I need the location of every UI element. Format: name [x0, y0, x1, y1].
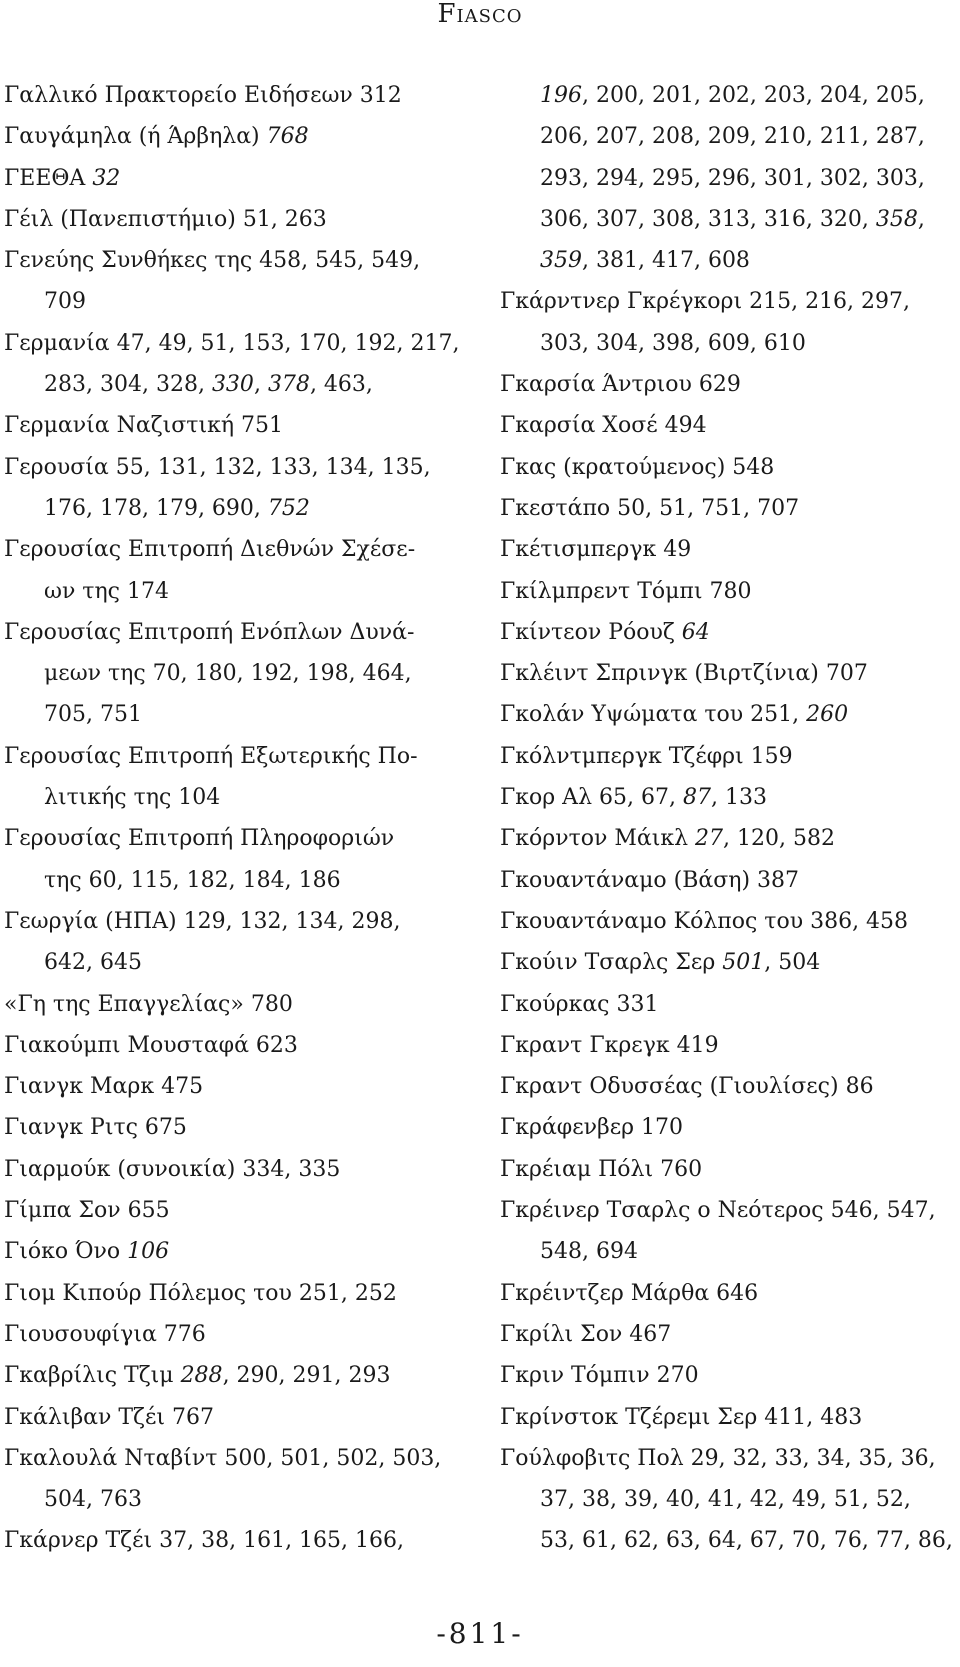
- entry-text: , 120, 582: [723, 826, 836, 852]
- index-entry: [500, 571, 920, 612]
- index-entry-continuation: [500, 158, 925, 199]
- index-entry: [500, 901, 920, 942]
- index-entry-continuation: [500, 75, 925, 116]
- entry-text: , 381, 417, 608: [582, 248, 750, 274]
- entry-text: Γκριν Τόμπιν 270: [500, 1363, 699, 1389]
- entry-text: 705, 751: [44, 702, 142, 728]
- page-ref-italic: 64: [681, 619, 710, 645]
- index-entry: [4, 75, 424, 116]
- entry-text: Γκάρντνερ Γκρέγκορι 215, 216, 297,: [500, 289, 911, 315]
- index-entry: [4, 1025, 424, 1066]
- entry-text: 504, 763: [44, 1487, 142, 1513]
- index-entry: [500, 1066, 920, 1107]
- entry-text: 283, 304, 328,: [44, 372, 212, 398]
- entry-text: 306, 307, 308, 313, 316, 320,: [540, 206, 876, 232]
- entry-text: μεων της 70, 180, 192, 198, 464,: [44, 661, 412, 687]
- index-entry: [500, 1190, 936, 1231]
- index-entry: [4, 1355, 424, 1396]
- entry-text: Γκίλμπρεντ Τόμπι 780: [500, 578, 752, 604]
- index-column-right: [500, 75, 953, 1562]
- index-entry-continuation: [4, 694, 424, 735]
- index-entry: [500, 736, 920, 777]
- entry-text: ,: [253, 372, 268, 398]
- index-entry: [4, 984, 424, 1025]
- page-ref-italic: 768: [266, 124, 309, 150]
- index-entry: [4, 1149, 424, 1190]
- entry-text: Γερουσίας Επιτροπή Πληροφοριών: [4, 826, 395, 852]
- index-entry: [4, 1438, 442, 1479]
- page-ref-italic: 87: [682, 785, 711, 811]
- page-ref-italic: 288: [180, 1363, 223, 1389]
- entry-text: 303, 304, 398, 609, 610: [540, 330, 806, 356]
- entry-text: Γκαρσία Χοσέ 494: [500, 413, 707, 439]
- entry-text: Γκραντ Οδυσσέας (Γιουλίσες) 86: [500, 1074, 874, 1100]
- page-ref-italic: 27: [695, 826, 724, 852]
- page-ref-italic: 106: [127, 1239, 170, 1265]
- index-entry: [4, 405, 424, 446]
- index-entry-continuation: [500, 1479, 920, 1520]
- entry-text: Γιόκο Όνο: [4, 1239, 128, 1265]
- entry-text: 293, 294, 295, 296, 301, 302, 303,: [540, 165, 925, 191]
- entry-text: 176, 178, 179, 690,: [44, 495, 268, 521]
- entry-text: Γκούιν Τσαρλς Σερ: [500, 950, 723, 976]
- entry-text: Γκαρσία Άντριου 629: [500, 372, 741, 398]
- index-entry-continuation: [4, 860, 424, 901]
- index-entry-continuation: [4, 942, 424, 983]
- entry-text: , 133: [710, 785, 767, 811]
- entry-text: Γεωργία (ΗΠΑ) 129, 132, 134, 298,: [4, 908, 401, 934]
- index-entry: [500, 860, 920, 901]
- entry-text: Γκούρκας 331: [500, 991, 659, 1017]
- entry-text: Γιακούμπι Μουσταφά 623: [4, 1032, 298, 1058]
- index-entry: [4, 323, 460, 364]
- entry-text: Γκρίλι Σον 467: [500, 1321, 672, 1347]
- entry-text: Γκόλντμπεργκ Τζέφρι 159: [500, 743, 793, 769]
- index-entry: [4, 1273, 424, 1314]
- entry-text: λιτικής της 104: [44, 785, 221, 811]
- index-entry: [4, 1066, 424, 1107]
- entry-text: Γιανγκ Μαρκ 475: [4, 1074, 204, 1100]
- entry-text: Γερμανία 47, 49, 51, 153, 170, 192, 217,: [4, 330, 460, 356]
- index-entry-continuation: [500, 116, 925, 157]
- index-entry: [500, 612, 920, 653]
- index-entry: [500, 942, 920, 983]
- index-entry: [4, 901, 424, 942]
- index-entry-continuation: [4, 571, 424, 612]
- entry-text: Γκουαντάναμο (Βάση) 387: [500, 867, 800, 893]
- entry-text: Γκρέινερ Τσαρλς ο Νεότερος 546, 547,: [500, 1198, 936, 1224]
- entry-text: Γκας (κρατούμενος) 548: [500, 454, 775, 480]
- index-entry: [500, 777, 920, 818]
- index-entry-continuation: [4, 1479, 424, 1520]
- entry-text: Γέιλ (Πανεπιστήμιο) 51, 263: [4, 206, 327, 232]
- entry-text: Γαλλικό Πρακτορείο Ειδήσεων 312: [4, 83, 402, 108]
- index-entry-continuation: [500, 1520, 953, 1561]
- index-column-left: [4, 75, 460, 1562]
- index-entry: [500, 447, 920, 488]
- entry-text: Γαυγάμηλα (ή Άρβηλα): [4, 124, 267, 150]
- index-entry-continuation: [500, 240, 920, 281]
- index-entry: [4, 240, 424, 281]
- index-entry: [4, 158, 424, 199]
- page-ref-italic: 330: [211, 372, 254, 398]
- index-entry: [500, 1025, 920, 1066]
- entry-text: Γκεστάπο 50, 51, 751, 707: [500, 495, 800, 521]
- entry-text: 37, 38, 39, 40, 41, 42, 49, 51, 52,: [540, 1487, 911, 1513]
- index-entry: [500, 1273, 920, 1314]
- entry-text: 642, 645: [44, 950, 142, 976]
- index-entry: [4, 529, 424, 570]
- entry-text: , 504: [764, 950, 821, 976]
- entry-text: Γερουσία 55, 131, 132, 133, 134, 135,: [4, 454, 431, 480]
- entry-text: Γκαβρίλις Τζιμ: [4, 1363, 181, 1389]
- entry-text: Γερουσίας Επιτροπή Διεθνών Σχέσε-: [4, 537, 416, 563]
- page-number: -811-: [436, 1617, 524, 1650]
- index-entry: [500, 364, 920, 405]
- index-entry: [500, 281, 920, 322]
- entry-text: Γκλέιντ Σπρινγκ (Βιρτζίνια) 707: [500, 661, 868, 687]
- entry-text: Γιανγκ Ριτς 675: [4, 1115, 187, 1141]
- index-entry-continuation: [4, 281, 424, 322]
- index-entry: [500, 818, 920, 859]
- page-ref-italic: 359: [540, 248, 582, 274]
- entry-text: Γκρίνστοκ Τζέρεμι Σερ 411, 483: [500, 1404, 863, 1430]
- index-entry: [500, 984, 920, 1025]
- entry-text: Γκραντ Γκρεγκ 419: [500, 1032, 719, 1058]
- index-entry: [4, 1397, 424, 1438]
- entry-text: , 290, 291, 293: [222, 1363, 391, 1389]
- page-ref-italic: 358: [875, 206, 918, 232]
- index-entry: [4, 1231, 424, 1272]
- index-entry: [500, 1314, 920, 1355]
- entry-text: 206, 207, 208, 209, 210, 211, 287,: [540, 124, 925, 150]
- page-ref-italic: 260: [806, 702, 849, 728]
- page-ref-italic: 196: [540, 83, 582, 108]
- running-header: Fiasco: [437, 0, 523, 29]
- index-entry: [500, 653, 920, 694]
- entry-text: Γκρέιαμ Πόλι 760: [500, 1156, 703, 1182]
- entry-text: ,: [917, 206, 925, 232]
- index-entry: [4, 612, 424, 653]
- entry-text: , 463,: [309, 372, 373, 398]
- index-entry: [4, 818, 424, 859]
- index-entry-continuation: [500, 323, 920, 364]
- entry-text: Γκέτισμπεργκ 49: [500, 537, 692, 563]
- entry-text: Γκάρνερ Τζέι 37, 38, 161, 165, 166,: [4, 1528, 405, 1554]
- index-entry-continuation: [4, 488, 424, 529]
- entry-text: Γκίντεον Ρόουζ: [500, 619, 682, 645]
- entry-text: Γερμανία Ναζιστική 751: [4, 413, 283, 439]
- index-entry: [500, 488, 920, 529]
- entry-text: Γιουσουφίγια 776: [4, 1321, 206, 1347]
- entry-text: της 60, 115, 182, 184, 186: [44, 867, 341, 893]
- index-entry: [4, 1190, 424, 1231]
- index-entry-continuation: [4, 777, 424, 818]
- index-entry: [4, 447, 431, 488]
- page-ref-italic: 752: [267, 495, 310, 521]
- index-entry: [500, 1355, 920, 1396]
- index-entry: [4, 116, 424, 157]
- index-entry: [500, 529, 920, 570]
- entry-text: Γερουσίας Επιτροπή Ενόπλων Δυνά-: [4, 619, 415, 645]
- entry-text: Γκολάν Υψώματα του 251,: [500, 702, 807, 728]
- index-entry: [4, 736, 424, 777]
- page-ref-italic: 501: [722, 950, 765, 976]
- index-entry-continuation: [4, 653, 424, 694]
- entry-text: 548, 694: [540, 1239, 638, 1265]
- entry-text: Γενεύης Συνθήκες της 458, 545, 549,: [4, 248, 421, 274]
- index-entry: [500, 1107, 920, 1148]
- index-entry: [500, 1438, 936, 1479]
- entry-text: Γίμπα Σον 655: [4, 1198, 170, 1224]
- index-entry: [500, 1149, 920, 1190]
- index-entry: [4, 1107, 424, 1148]
- index-entry-continuation: [4, 364, 424, 405]
- entry-text: Γκαλουλά Νταβίντ 500, 501, 502, 503,: [4, 1445, 442, 1471]
- page-ref-italic: 32: [92, 165, 121, 191]
- entry-text: Γκορ Αλ 65, 67,: [500, 785, 683, 811]
- entry-text: «Γη της Επαγγελίας» 780: [4, 991, 293, 1017]
- entry-text: Γερουσίας Επιτροπή Εξωτερικής Πο-: [4, 743, 418, 769]
- entry-text: Γκρέιντζερ Μάρθα 646: [500, 1280, 759, 1306]
- entry-text: Γκάλιβαν Τζέι 767: [4, 1404, 214, 1430]
- index-entry: [4, 199, 424, 240]
- index-entry: [4, 1520, 424, 1561]
- entry-text: Γούλφοβιτς Πολ 29, 32, 33, 34, 35, 36,: [500, 1445, 936, 1471]
- entry-text: Γκράφενβερ 170: [500, 1115, 684, 1141]
- entry-text: Γκόρντον Μάικλ: [500, 826, 696, 852]
- entry-text: Γιαρμούκ (συνοικία) 334, 335: [4, 1156, 341, 1182]
- index-entry: [4, 1314, 424, 1355]
- entry-text: ΓΕΕΘΑ: [4, 165, 93, 191]
- page-ref-italic: 378: [267, 372, 310, 398]
- index-entry-continuation: [500, 199, 925, 240]
- entry-text: 709: [44, 289, 86, 315]
- entry-text: , 200, 201, 202, 203, 204, 205,: [582, 83, 925, 108]
- index-entry: [500, 405, 920, 446]
- index-entry-continuation: [500, 1231, 920, 1272]
- entry-text: Γκουαντάναμο Κόλπος του 386, 458: [500, 908, 909, 934]
- entry-text: Γιομ Κιπούρ Πόλεμος του 251, 252: [4, 1280, 397, 1306]
- entry-text: ων της 174: [44, 578, 169, 604]
- index-entry: [500, 694, 920, 735]
- entry-text: 53, 61, 62, 63, 64, 67, 70, 76, 77, 86,: [540, 1528, 953, 1554]
- index-entry: [500, 1397, 920, 1438]
